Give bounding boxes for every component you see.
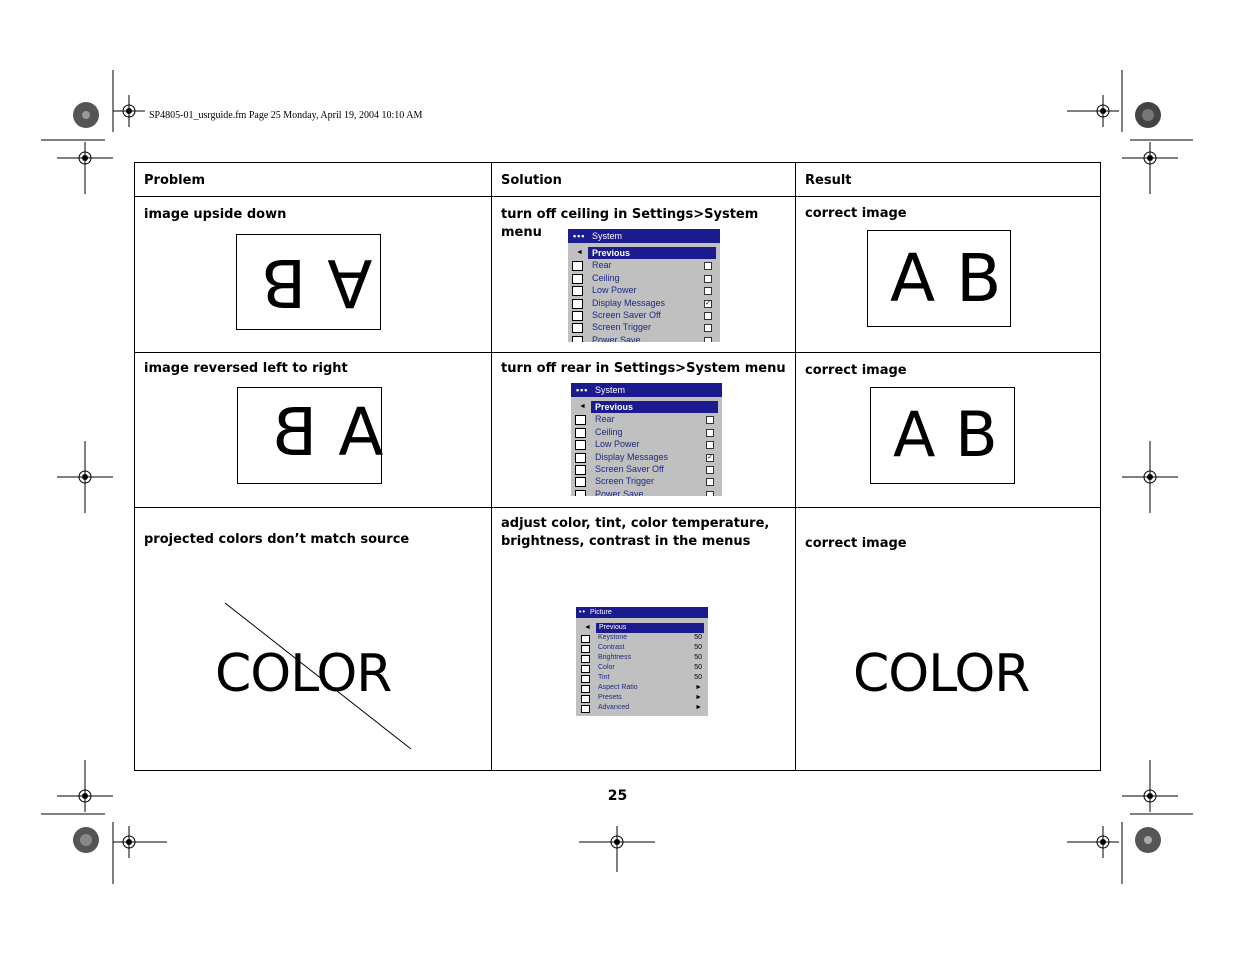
checkbox[interactable] [704,324,712,332]
result-text: correct image [805,206,907,221]
menu-item-previous[interactable] [571,401,722,413]
header-problem: Problem [144,173,205,188]
menu-item-label: Previous [596,623,704,633]
menu-item[interactable] [571,413,722,425]
menu-title: Picture [590,609,612,616]
checkbox[interactable] [706,478,714,486]
upside-down-text: A B [261,244,373,321]
menu-item-value: 50 [694,654,702,661]
menu-item[interactable] [571,463,722,475]
system-menu-screenshot [568,229,720,342]
result-text: correct image [805,536,907,551]
menu-item[interactable] [576,683,708,693]
menu-title-bar [568,229,720,243]
menu-item-label: Aspect Ratio [598,684,638,691]
header-result: Result [805,173,852,188]
menu-item-label: Low Power [595,439,640,450]
menu-dots-icon: ••• [576,385,589,395]
low-power-icon [575,440,586,450]
checkbox[interactable] [706,429,714,437]
menu-item[interactable] [571,426,722,438]
menu-item-label: Contrast [598,644,625,651]
upside-down-image-sample [236,234,381,330]
menu-item[interactable] [568,272,720,284]
menu-item-value: 50 [694,644,702,651]
menu-item-label: Display Messages [595,451,669,462]
menu-item-previous[interactable] [576,623,708,633]
aspect-ratio-icon [581,685,590,693]
back-arrow-icon: ◄ [584,624,591,631]
table-row [135,197,1101,353]
contrast-icon [581,645,590,653]
menu-item[interactable] [576,653,708,663]
rear-icon [575,415,586,425]
power-save-icon [572,336,583,342]
checkbox[interactable] [704,312,712,320]
menu-title: System [595,385,626,395]
menu-title-bar [571,383,722,397]
menu-item-label: Display Messages [592,297,666,308]
correct-image-sample [870,387,1015,484]
back-arrow-icon: ◄ [576,249,583,256]
correct-text: A B [890,240,1002,317]
rear-icon [572,261,583,271]
menu-item-label: Screen Saver Off [592,309,661,320]
menu-item-value: 50 [694,674,702,681]
menu-item[interactable] [576,643,708,653]
menu-item-previous[interactable] [568,247,720,259]
checkbox[interactable] [706,416,714,424]
checkbox[interactable]: ✓ [707,453,713,461]
menu-item-label: Advanced [598,704,630,711]
menu-item-value: 50 [694,634,702,641]
ceiling-icon [572,274,583,284]
menu-item[interactable] [576,633,708,643]
menu-item-label: Power Save [592,334,641,342]
advanced-icon [581,705,590,713]
menu-item-label: Low Power [592,285,637,296]
menu-item[interactable] [571,475,722,487]
color-icon [581,665,590,673]
menu-dots-icon: •• [579,609,586,616]
menu-item-label: Rear [595,414,615,425]
checkbox[interactable] [704,275,712,283]
solution-text: turn off rear in Settings>System menu [501,361,786,376]
display-messages-icon [575,453,586,463]
menu-item-label: Previous [588,247,716,259]
problem-text: image reversed left to right [144,361,348,376]
screen-trigger-icon [575,477,586,487]
result-text: correct image [805,363,907,378]
screen-saver-icon [575,465,586,475]
presets-icon [581,695,590,703]
menu-item[interactable] [568,321,720,333]
picture-menu-screenshot [576,607,708,716]
power-save-icon [575,490,586,496]
brightness-icon [581,655,590,663]
menu-item[interactable] [568,309,720,321]
menu-item[interactable] [568,284,720,296]
table-row [135,353,1101,508]
checkbox[interactable] [706,441,714,449]
menu-item[interactable] [576,673,708,683]
display-messages-icon [572,299,583,309]
problem-text: image upside down [144,207,287,222]
menu-item-value: 50 [694,664,702,671]
menu-item[interactable] [568,334,720,342]
menu-item-value: ► [695,704,702,711]
menu-title: System [592,231,623,241]
menu-item[interactable] [576,703,708,713]
solution-text-line2: brightness, contrast in the menus [501,534,751,549]
menu-item[interactable] [571,451,722,463]
menu-item-value: ► [695,684,702,691]
checkbox[interactable] [704,262,712,270]
color-mismatch-text: COLOR [215,644,392,704]
menu-item-label: Ceiling [595,426,623,437]
checkbox[interactable] [704,287,712,295]
menu-item[interactable] [571,438,722,450]
table-header-row [135,163,1101,197]
page-number: 25 [607,788,628,804]
solution-text: turn off ceiling in Settings>System menu [501,207,759,240]
table-row [135,508,1101,771]
file-header-line: SP4805-01_usrguide.fm Page 25 Monday, April 19, 2004 10:10 AM [149,110,423,121]
checkbox[interactable] [706,466,714,474]
ceiling-icon [575,428,586,438]
menu-item-label: Screen Trigger [595,476,655,487]
correct-text: A B [893,398,998,471]
tint-icon [581,675,590,683]
menu-item-label: Ceiling [592,272,620,283]
menu-item-label: Screen Saver Off [595,463,664,474]
menu-item-label: Color [598,664,615,671]
troubleshooting-table [134,162,1101,771]
menu-item-value: ► [695,694,702,701]
screen-saver-icon [572,311,583,321]
menu-item[interactable] [568,259,720,271]
menu-item[interactable] [571,488,722,496]
menu-title-bar [576,607,708,618]
menu-dots-icon: ••• [573,231,586,241]
correct-color-text: COLOR [853,644,1030,704]
menu-item-label: Tint [598,674,610,681]
header-solution: Solution [501,173,562,188]
reversed-image-sample [237,387,382,484]
problem-text: projected colors don’t match source [144,532,410,547]
low-power-icon [572,286,583,296]
checkbox[interactable]: ✓ [705,299,711,307]
menu-item[interactable] [576,693,708,703]
checkbox[interactable] [706,491,714,496]
correct-image-sample [867,230,1011,327]
menu-item-label: Brightness [598,654,632,661]
menu-item-label: Power Save [595,488,644,496]
reversed-text: A B [272,394,384,471]
back-arrow-icon: ◄ [579,403,586,410]
solution-text-line1: adjust color, tint, color temperature, [501,516,770,531]
system-menu-screenshot [571,383,722,496]
menu-item-label: Presets [598,694,622,701]
menu-item-label: Screen Trigger [592,322,652,333]
keystone-icon [581,635,590,643]
menu-item[interactable] [568,297,720,309]
menu-item[interactable] [576,663,708,673]
menu-item-label: Rear [592,260,612,271]
screen-trigger-icon [572,323,583,333]
menu-item-label: Previous [591,401,718,413]
menu-item-label: Keystone [598,634,628,641]
checkbox[interactable] [704,337,712,342]
